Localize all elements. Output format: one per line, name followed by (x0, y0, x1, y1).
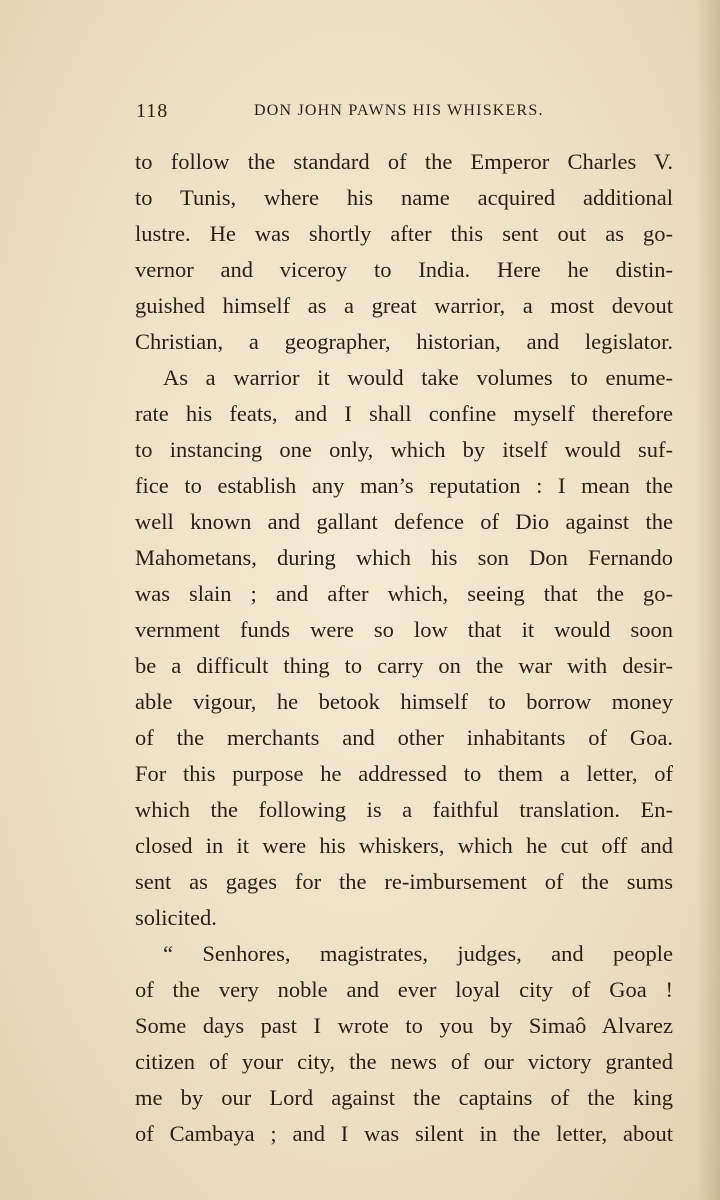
text-line: able vigour, he betook himself to borrow money (135, 689, 673, 714)
text-line: For this purpose he addressed to them a letter, of (135, 761, 673, 786)
running-head: DON JOHN PAWNS HIS WHISKERS. (254, 102, 544, 119)
text-line: citizen of your city, the news of our victory granted (135, 1049, 673, 1074)
text-line: Mahometans, during which his son Don Fernando (135, 545, 673, 570)
body-text (135, 144, 673, 1152)
text-line: “ Senhores, magistrates, judges, and people (163, 941, 673, 966)
text-line: solicited. (135, 905, 217, 930)
text-line: was slain ; and after which, seeing that the go- (135, 581, 673, 606)
text-line: vernor and viceroy to India. Here he distin- (135, 257, 673, 282)
text-line: well known and gallant defence of Dio against the (135, 509, 673, 534)
text-line: vernment funds were so low that it would soon (135, 617, 673, 642)
text-line: be a difficult thing to carry on the war with desir- (135, 653, 673, 678)
text-line: closed in it were his whiskers, which he cut off and (135, 833, 673, 858)
text-line: of Cambaya ; and I was silent in the letter, about (135, 1121, 673, 1146)
text-line: to follow the standard of the Emperor Charles V. (135, 149, 673, 174)
text-line: to instancing one only, which by itself would suf- (135, 437, 673, 462)
text-line: Christian, a geographer, historian, and legislator. (135, 329, 673, 354)
page-number: 118 (136, 100, 169, 122)
text-line: fice to establish any man’s reputation : I mean the (135, 473, 673, 498)
page-edge-shadow (696, 0, 720, 1200)
text-line: of the very noble and ever loyal city of Goa ! (135, 977, 673, 1002)
text-line: of the merchants and other inhabitants of Goa. (135, 725, 673, 750)
text-line: me by our Lord against the captains of the king (135, 1085, 673, 1110)
text-line: to Tunis, where his name acquired additional (135, 185, 673, 210)
text-line: lustre. He was shortly after this sent out as go- (135, 221, 673, 246)
text-line: Some days past I wrote to you by Simaô Alvarez (135, 1013, 673, 1038)
text-line: sent as gages for the re-imbursement of the sums (135, 869, 673, 894)
text-line: which the following is a faithful translation. En- (135, 797, 673, 822)
text-line: guished himself as a great warrior, a most devout (135, 293, 673, 318)
page-header (136, 100, 676, 128)
text-line: As a warrior it would take volumes to enume- (163, 365, 673, 390)
text-line: rate his feats, and I shall confine myself therefore (135, 401, 673, 426)
